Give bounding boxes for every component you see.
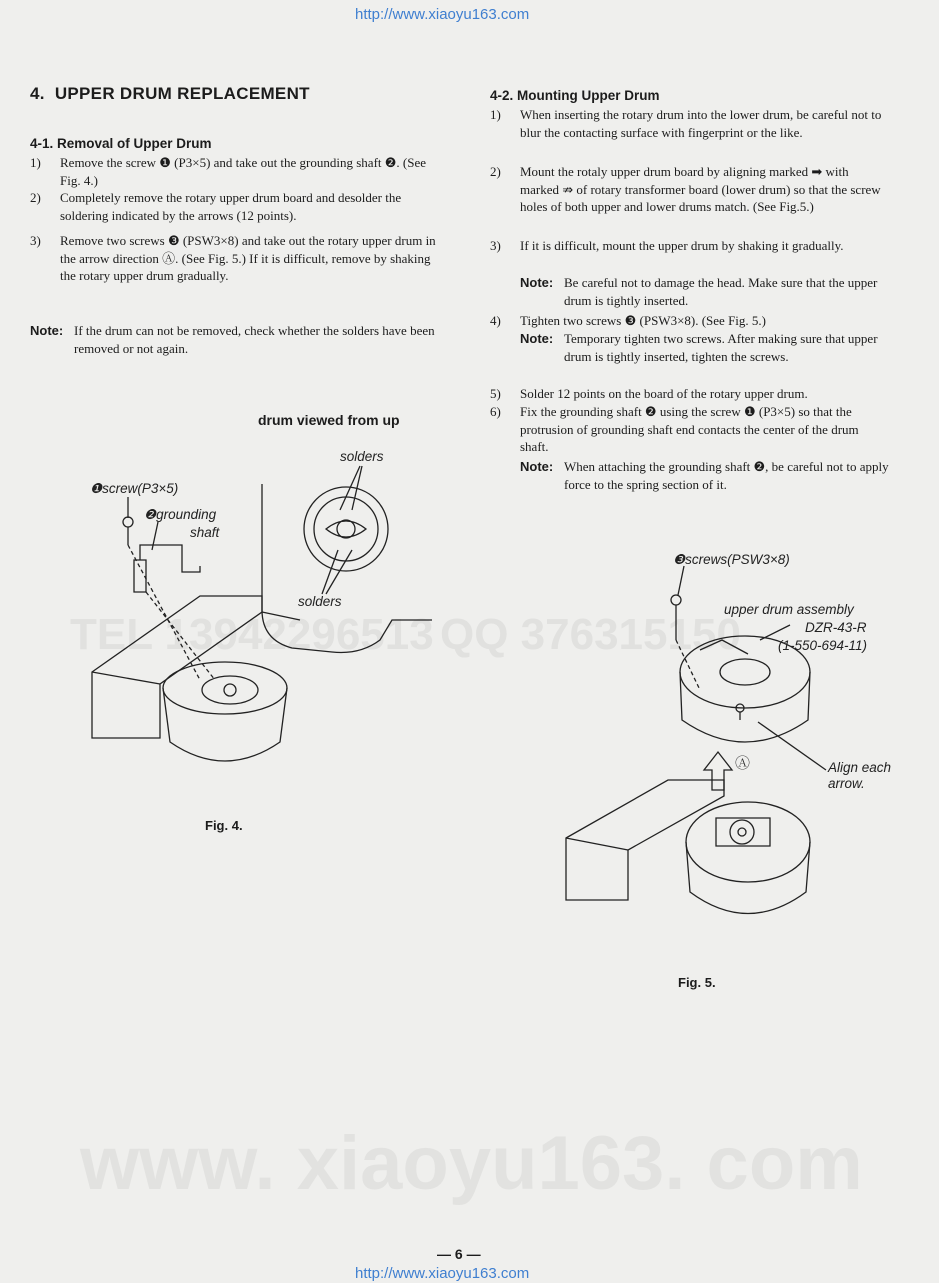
step-text: Tighten two screws ❸ (PSW3×8). (See Fig. 5.) [520, 313, 766, 328]
step-number: 3) [490, 238, 501, 253]
step-number: 2) [30, 190, 41, 205]
fig4-heading: drum viewed from up [258, 412, 400, 428]
fig5-caption: Fig. 5. [678, 975, 716, 990]
fig5-assembly-label-2: DZR-43-R [805, 620, 867, 635]
watermark-big: www. xiaoyu163. com [80, 1121, 863, 1206]
fig4-screw-label: ❶screw(P3×5) [90, 481, 179, 496]
note-label: Note: [520, 331, 554, 346]
note-label: Note: [520, 275, 554, 290]
fig5-assembly-label-3: (1-550-694-11) [778, 638, 868, 653]
fig5-assembly-label-1: upper drum assembly [724, 602, 854, 617]
step-number: 1) [30, 155, 41, 170]
step-number: 6) [490, 404, 501, 419]
fig4-solders-bottom: solders [298, 594, 342, 609]
section-title: 4. UPPER DRUM REPLACEMENT [30, 84, 310, 103]
step-text: Solder 12 points on the board of the rotary upper drum. [520, 386, 808, 401]
note-text: Temporary tighten two screws. After making sure that upper drum is tightly inserted, tighten the screws. [564, 331, 878, 364]
step-number: 4) [490, 313, 501, 328]
left-subtitle: 4-1. Removal of Upper Drum [30, 136, 212, 151]
step-number: 1) [490, 107, 501, 122]
fig4-grounding-shaft-label: shaft [190, 525, 220, 540]
step-number: 2) [490, 164, 501, 179]
watermark-qq: QQ 376315150 [440, 610, 741, 659]
step-text: When inserting the rotary drum into the lower drum, be careful not to blur the contacting surface with fingerprint or the like. [520, 107, 882, 140]
fig5-screws-label: ❸screws(PSW3×8) [673, 552, 790, 567]
fig5-align-label-1: Align each [828, 760, 892, 775]
note-label: Note: [30, 323, 64, 338]
fig4-grounding-label: ❷grounding [144, 507, 217, 522]
watermark-tel: TEL 13942296513 [70, 610, 434, 659]
fig4-solders-top: solders [340, 449, 384, 464]
fig5-arrow-marker: Ⓐ [735, 755, 751, 772]
watermark-url-top: http://www.xiaoyu163.com [355, 6, 530, 23]
step-text: Completely remove the rotary upper drum board and desolder the soldering indicated by the arrows (12 points). [60, 190, 402, 223]
step-text: Fix the grounding shaft ❷ using the screw ❶ (P3×5) so that the protrusion of grounding shaft end contacts the center of the drum shaft. [520, 404, 859, 454]
step-number: 5) [490, 386, 501, 401]
fig5-align-label-2: arrow. [828, 776, 865, 791]
step-text: If it is difficult, mount the upper drum by shaking it gradually. [520, 238, 844, 253]
watermark-url-bottom: http://www.xiaoyu163.com [355, 1265, 530, 1282]
step-text: Remove two screws ❸ (PSW3×8) and take out the rotary upper drum in the arrow direction Ⓐ. (See Fig. 5.) If it is difficult, remove by shaking the rotary upper drum gradually. [60, 233, 436, 283]
step-text: Mount the rotaly upper drum board by aligning marked ➡ with marked ⇏ of rotary transformer board (lower drum) so that the screw holes of both upper and lower drums match. (See Fig.5.) [520, 164, 881, 214]
page-number: — 6 — [437, 1246, 481, 1262]
note-label: Note: [520, 459, 554, 474]
note-text: When attaching the grounding shaft ❷, be careful not to apply force to the spring section of it. [564, 459, 889, 492]
right-subtitle: 4-2. Mounting Upper Drum [490, 88, 660, 103]
fig4-caption: Fig. 4. [205, 818, 243, 833]
note-text: If the drum can not be removed, check whether the solders have been removed or not again. [74, 323, 435, 356]
step-text: Remove the screw ❶ (P3×5) and take out the grounding shaft ❷. (See Fig. 4.) [60, 155, 427, 188]
step-number: 3) [30, 233, 41, 248]
note-text: Be careful not to damage the head. Make sure that the upper drum is tightly inserted. [564, 275, 878, 308]
